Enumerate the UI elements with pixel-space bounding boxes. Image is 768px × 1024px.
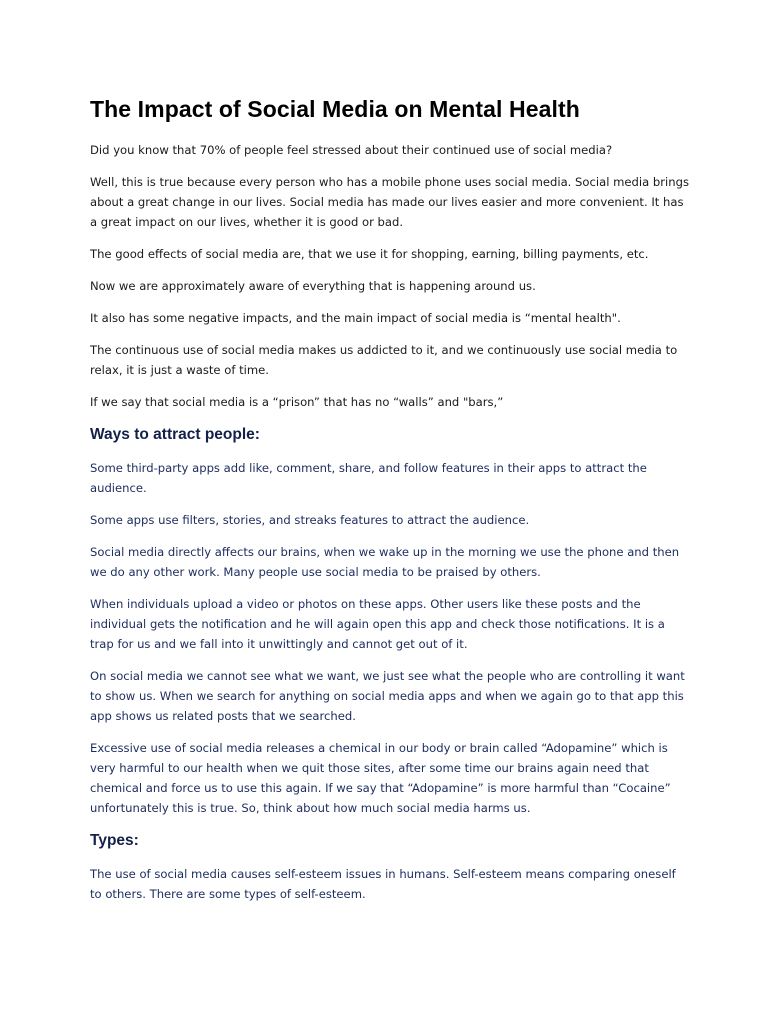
section-heading-types: Types: xyxy=(90,832,139,849)
document-title: The Impact of Social Media on Mental Health xyxy=(90,96,580,122)
document-page xyxy=(90,94,690,916)
intro-paragraph: It also has some negative impacts, and the main impact of social media is “mental health". xyxy=(90,311,621,325)
section-paragraph: Excessive use of social media releases a chemical in our body or brain called “Adopamine” which is very harmful to our health when we quit those sites, after some time our brains again need that chemical and force us to use this again. If we say that “Adopamine” is more harmful than “Cocaine” unfortunately this is true. So, think about how much social media harms us. xyxy=(90,741,671,815)
intro-paragraph: The good effects of social media are, that we use it for shopping, earning, billing payments, etc. xyxy=(90,247,649,261)
intro-paragraph: The continuous use of social media makes us addicted to it, and we continuously use social media to relax, it is just a waste of time. xyxy=(90,343,678,377)
section-paragraph: Some third-party apps add like, comment, share, and follow features in their apps to attract the audience. xyxy=(90,461,647,495)
intro-paragraph: If we say that social media is a “prison” that has no “walls” and "bars,” xyxy=(90,395,504,409)
intro-paragraph: Well, this is true because every person who has a mobile phone uses social media. Social media brings about a great change in our lives. Social media has made our lives easier and more convenient. It has a great impact on our lives, whether it is good or bad. xyxy=(90,175,690,229)
section-paragraph: Some apps use filters, stories, and streaks features to attract the audience. xyxy=(90,513,530,527)
section-heading-ways: Ways to attract people: xyxy=(90,426,260,443)
section-paragraph: Social media directly affects our brains, when we wake up in the morning we use the phone and then we do any other work. Many people use social media to be praised by others. xyxy=(90,545,680,579)
intro-paragraph: Did you know that 70% of people feel stressed about their continued use of social media? xyxy=(90,143,613,157)
intro-paragraph: Now we are approximately aware of everything that is happening around us. xyxy=(90,279,536,293)
section-paragraph: On social media we cannot see what we want, we just see what the people who are controlling it want to show us. When we search for anything on social media apps and when we again go to that app this app shows us related posts that we searched. xyxy=(90,669,685,723)
section-paragraph: When individuals upload a video or photos on these apps. Other users like these posts and the individual gets the notification and he will again open this app and check those notifications. It is a trap for us and we fall into it unwittingly and cannot get out of it. xyxy=(90,597,665,651)
section-paragraph: The use of social media causes self-esteem issues in humans. Self-esteem means comparing oneself to others. There are some types of self-esteem. xyxy=(90,867,676,901)
